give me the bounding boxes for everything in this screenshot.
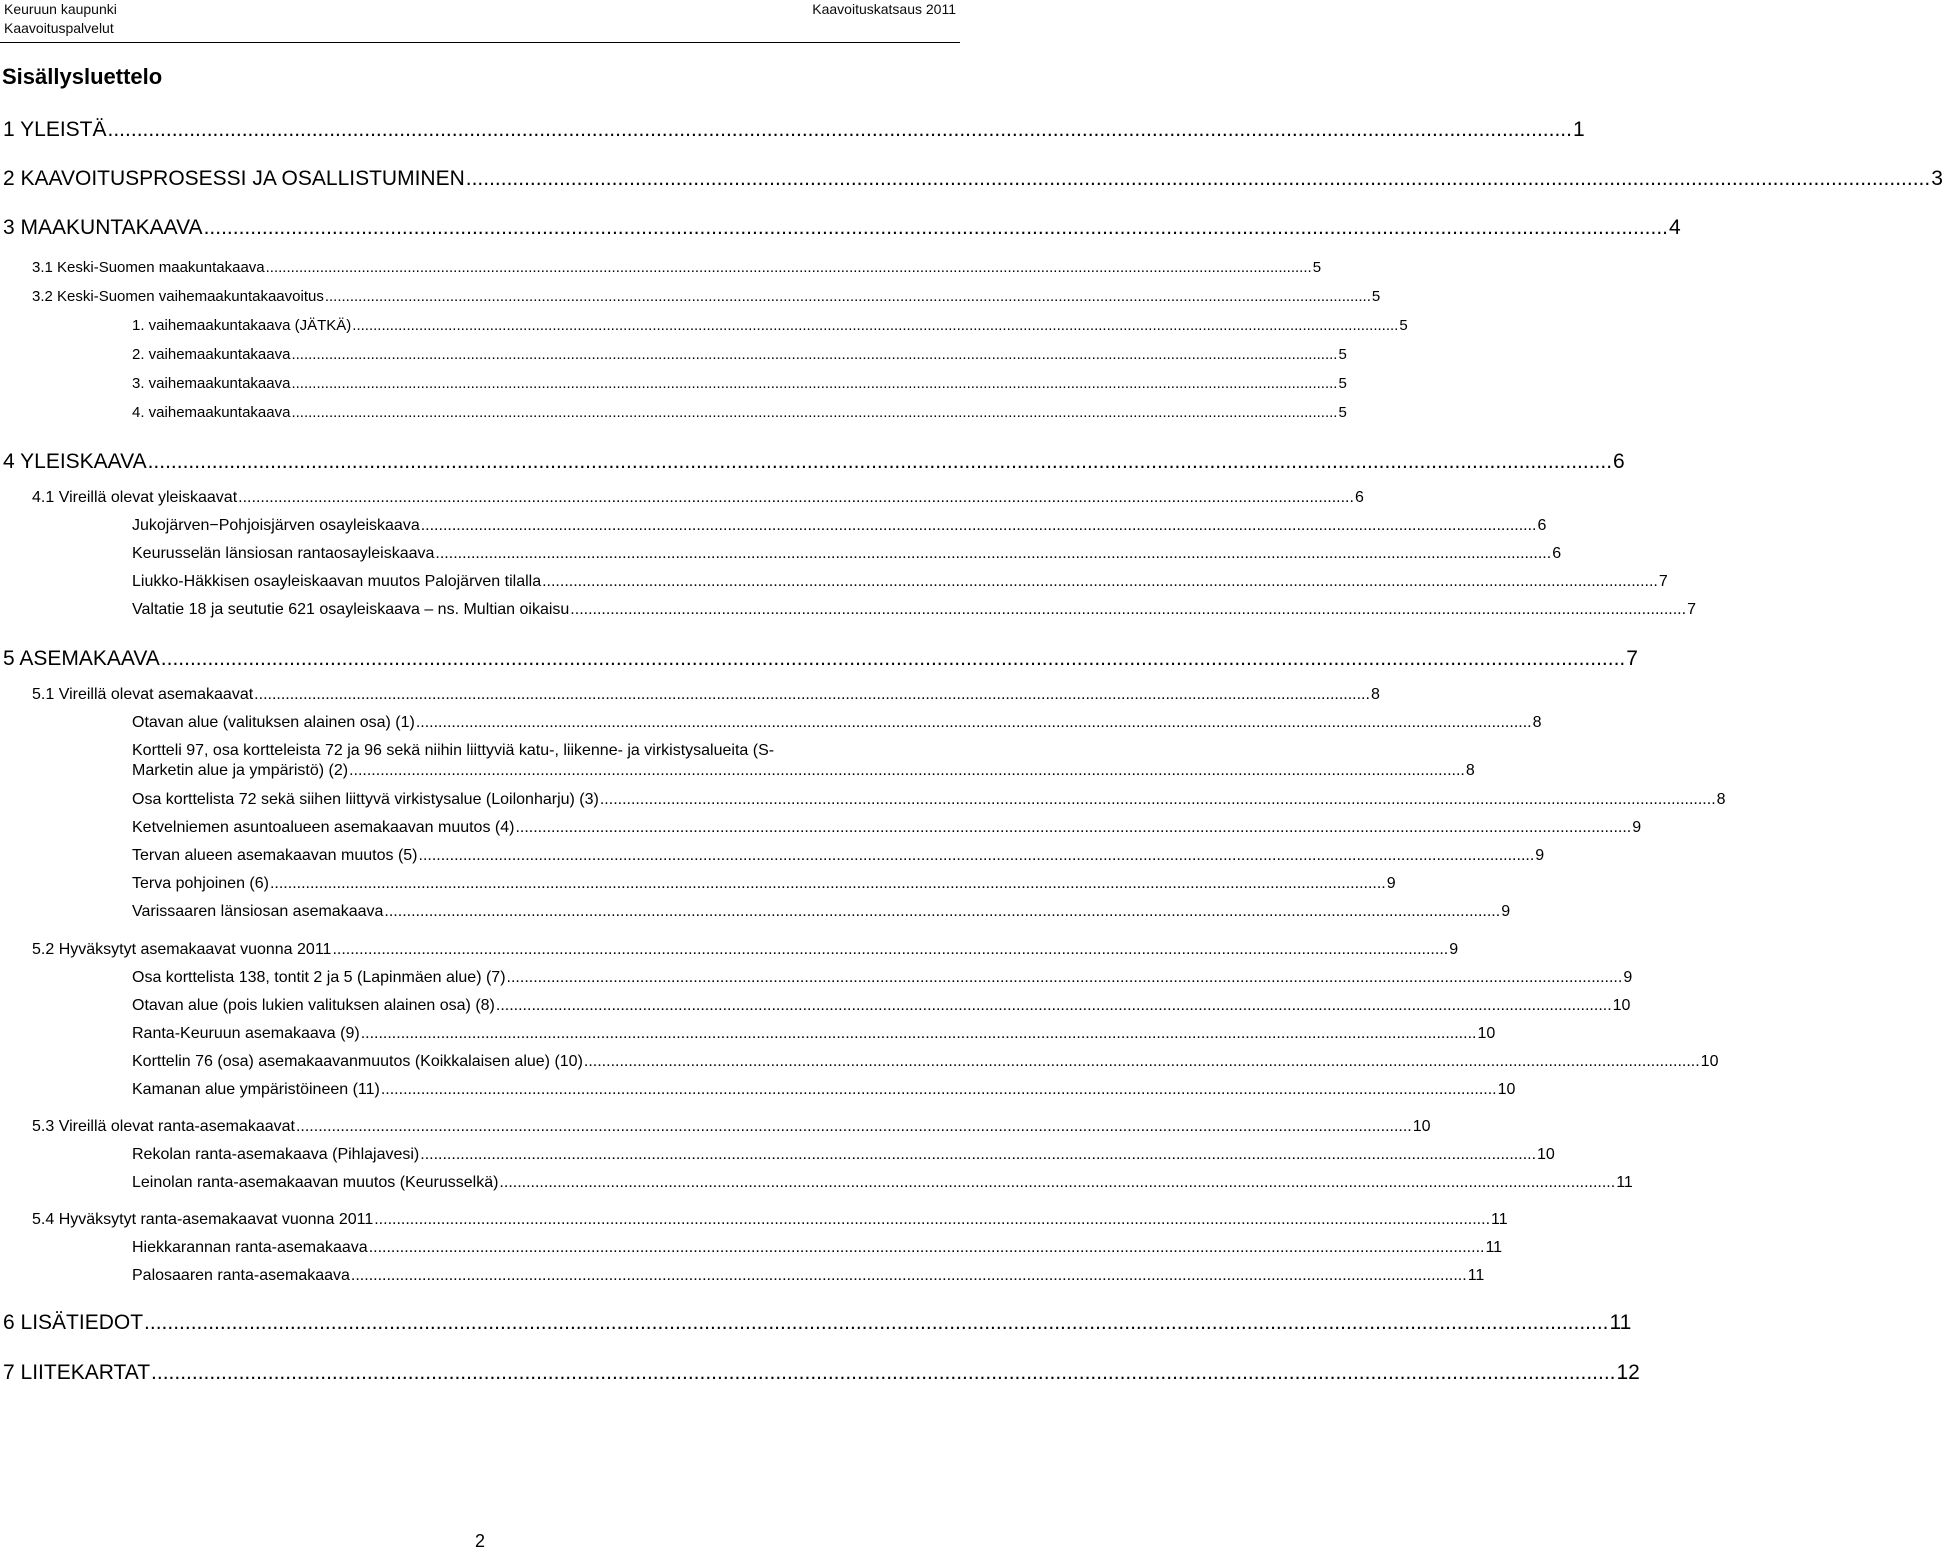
toc-leader-dots: ...........................................................................................................................................................................................................................................................: [352, 317, 1399, 334]
toc-title: Sisällysluettelo: [2, 64, 163, 89]
toc-page-number: 6: [1354, 489, 1364, 506]
toc-page-number: 8: [1465, 762, 1475, 779]
toc-entry-text: Jukojärven−Pohjoisjärven osayleiskaava: [132, 517, 420, 534]
toc-page-number: 12: [1616, 1361, 1640, 1384]
toc-leader-dots: ...........................................................................................................................................................................................................................................................: [291, 375, 1338, 392]
toc-entry-text: Marketin alue ja ympäristö) (2): [132, 762, 349, 779]
toc-page-number: 3: [1931, 167, 1943, 190]
toc-leader-dots: ...........................................................................................................................................................................................................................................................: [332, 941, 1449, 958]
toc-entry[interactable]: [132, 1080, 1516, 1100]
toc-entry-text: 7 LIITEKARTAT: [3, 1361, 151, 1384]
toc-entry-text: Leinolan ranta-asemakaavan muutos (Keurusselkä): [132, 1174, 499, 1191]
toc-entry[interactable]: [32, 1117, 1431, 1137]
toc-leader-dots: ...........................................................................................................................................................................................................................................................: [515, 819, 1632, 836]
toc-leader-dots: ...........................................................................................................................................................................................................................................................: [203, 216, 1669, 239]
toc-entry[interactable]: [132, 1238, 1503, 1258]
toc-entry-text: Otavan alue (pois lukien valituksen alainen osa) (8): [132, 997, 495, 1014]
toc-page-number: 5: [1338, 375, 1347, 392]
toc-entry[interactable]: [132, 996, 1631, 1016]
toc-entry-text: 5 ASEMAKAAVA: [3, 647, 160, 670]
toc-entry[interactable]: [132, 600, 1696, 620]
header-report-title: Kaavoituskatsaus 2011: [812, 1, 956, 17]
toc-leader-dots: ...........................................................................................................................................................................................................................................................: [151, 1361, 1616, 1384]
toc-entry-text: 3. vaihemaakuntakaava: [132, 375, 291, 392]
toc-page-number: 10: [1477, 1025, 1496, 1042]
toc-entry-text: Korttelin 76 (osa) asemakaavanmuutos (Koikkalaisen alue) (10): [132, 1053, 583, 1070]
toc-leader-dots: ...........................................................................................................................................................................................................................................................: [269, 875, 1386, 892]
toc-entry-text: 3 MAAKUNTAKAAVA: [3, 216, 203, 239]
toc-page-number: 9: [1386, 875, 1396, 892]
toc-page-number: 9: [1449, 941, 1459, 958]
toc-entry-text-line1: Kortteli 97, osa kortteleista 72 ja 96 sekä niihin liittyviä katu-, liikenne- ja virkistysalueita (S-: [132, 742, 775, 759]
toc-entry[interactable]: [132, 874, 1396, 894]
toc-leader-dots: ...........................................................................................................................................................................................................................................................: [465, 167, 1931, 190]
toc-page-number: 10: [1412, 1118, 1431, 1135]
toc-entry[interactable]: [32, 287, 1381, 307]
toc-leader-dots: ...........................................................................................................................................................................................................................................................: [374, 1211, 1491, 1228]
toc-entry-text: 4.1 Vireillä olevat yleiskaavat: [32, 489, 238, 506]
toc-entry-text: Hiekkarannan ranta-asemakaava: [132, 1239, 368, 1256]
toc-page-number: 8: [1532, 714, 1542, 731]
toc-leader-dots: ...........................................................................................................................................................................................................................................................: [147, 450, 1613, 473]
toc-entry-text: 5.3 Vireillä olevat ranta-asemakaavat: [32, 1118, 295, 1135]
toc-entry[interactable]: [132, 790, 1726, 810]
toc-leader-dots: ...........................................................................................................................................................................................................................................................: [420, 1146, 1537, 1163]
toc-leader-dots: ...........................................................................................................................................................................................................................................................: [107, 118, 1572, 141]
toc-entry[interactable]: [132, 1052, 1719, 1072]
toc-entry[interactable]: [3, 166, 1943, 192]
toc-entry[interactable]: [32, 258, 1322, 278]
toc-entry[interactable]: [132, 345, 1347, 365]
toc-leader-dots: ...........................................................................................................................................................................................................................................................: [295, 1118, 1412, 1135]
toc-entry-text: Osa korttelista 138, tontit 2 ja 5 (Lapinmäen alue) (7): [132, 969, 506, 986]
toc-leader-dots: ...........................................................................................................................................................................................................................................................: [418, 847, 1535, 864]
toc-page-number: 10: [1537, 1146, 1555, 1163]
toc-entry[interactable]: [3, 215, 1681, 241]
toc-page-number: 9: [1501, 903, 1511, 920]
toc-entry-text: Varissaaren länsiosan asemakaava: [132, 903, 384, 920]
toc-leader-dots: ...........................................................................................................................................................................................................................................................: [291, 404, 1338, 421]
toc-page-number: 5: [1312, 259, 1322, 276]
toc-entry-wrapped[interactable]: [132, 741, 1475, 781]
toc-entry[interactable]: [132, 374, 1347, 394]
toc-page-number: 11: [1485, 1239, 1503, 1256]
toc-leader-dots: ...........................................................................................................................................................................................................................................................: [506, 969, 1623, 986]
toc-entry-text: 1 YLEISTÄ: [3, 118, 107, 141]
toc-entry-text: Liukko-Häkkisen osayleiskaavan muutos Palojärven tilalla: [132, 573, 542, 590]
toc-entry[interactable]: [132, 544, 1562, 564]
toc-leader-dots: ...........................................................................................................................................................................................................................................................: [542, 573, 1658, 590]
toc-leader-dots: ...........................................................................................................................................................................................................................................................: [265, 259, 1312, 276]
header-left: [4, 0, 117, 38]
header-divider: [0, 42, 960, 43]
toc-leader-dots: ...........................................................................................................................................................................................................................................................: [360, 1025, 1477, 1042]
toc-entry[interactable]: [132, 1266, 1485, 1286]
toc-page-number: 9: [1535, 847, 1545, 864]
toc-page-number: 10: [1612, 997, 1631, 1014]
toc-entry[interactable]: [132, 1173, 1633, 1193]
toc-entry-text: 1. vaihemaakuntakaava (JÄTKÄ): [132, 317, 352, 334]
toc-entry[interactable]: [132, 1145, 1555, 1165]
toc-leader-dots: ...........................................................................................................................................................................................................................................................: [254, 686, 1370, 703]
toc-entry[interactable]: [32, 1210, 1508, 1230]
toc-leader-dots: ...........................................................................................................................................................................................................................................................: [415, 714, 1532, 731]
toc-entry[interactable]: [132, 572, 1668, 592]
toc-entry[interactable]: [132, 1024, 1496, 1044]
toc-leader-dots: ...........................................................................................................................................................................................................................................................: [368, 1239, 1485, 1256]
toc-leader-dots: ...........................................................................................................................................................................................................................................................: [160, 647, 1626, 670]
toc-leader-dots: ...........................................................................................................................................................................................................................................................: [435, 545, 1552, 562]
header-dept: Kaavoituspalvelut: [4, 20, 114, 36]
toc-page-number: 11: [1609, 1311, 1632, 1334]
toc-entry-text: 2. vaihemaakuntakaava: [132, 346, 291, 363]
toc-entry-text: 3.1 Keski-Suomen maakuntakaava: [32, 259, 265, 276]
toc-entry-text: Osa korttelista 72 sekä siihen liittyvä virkistysalue (Loilonharju) (3): [132, 791, 599, 808]
toc-page-number: 5: [1338, 346, 1347, 363]
toc-entry-text: 3.2 Keski-Suomen vaihemaakuntakaavoitus: [32, 288, 324, 305]
toc-entry-text: 4 YLEISKAAVA: [3, 450, 147, 473]
toc-entry[interactable]: [3, 1360, 1640, 1386]
toc-leader-dots: ...........................................................................................................................................................................................................................................................: [495, 997, 1612, 1014]
toc-entry[interactable]: [132, 902, 1511, 922]
toc-page-number: 10: [1497, 1081, 1516, 1098]
toc-leader-dots: ...........................................................................................................................................................................................................................................................: [144, 1311, 1609, 1334]
page-number: 2: [474, 1531, 485, 1551]
toc-entry[interactable]: [132, 846, 1545, 866]
toc-entry-text: 5.4 Hyväksytyt ranta-asemakaavat vuonna 2011: [32, 1211, 374, 1228]
toc-entry-text: Ketvelniemen asuntoalueen asemakaavan muutos (4): [132, 819, 515, 836]
toc-entry[interactable]: [132, 516, 1547, 536]
toc-page-number: 11: [1616, 1174, 1633, 1191]
toc-entry-text: 5.2 Hyväksytyt asemakaavat vuonna 2011: [32, 941, 332, 958]
toc-page-number: 4: [1669, 216, 1681, 239]
toc-entry-text: Rekolan ranta-asemakaava (Pihlajavesi): [132, 1146, 420, 1163]
toc-entry[interactable]: [32, 488, 1364, 508]
toc-entry[interactable]: [32, 940, 1459, 960]
toc-page-number: 6: [1537, 517, 1547, 534]
toc-entry-text: Terva pohjoinen (6): [132, 875, 269, 892]
toc-page-number: 11: [1491, 1211, 1508, 1228]
toc-page-number: 5: [1338, 404, 1347, 421]
toc-leader-dots: ...........................................................................................................................................................................................................................................................: [291, 346, 1338, 363]
toc-entry-text: 5.1 Vireillä olevat asemakaavat: [32, 686, 254, 703]
toc-page-number: 1: [1572, 118, 1585, 141]
toc-entry-text: Keurusselän länsiosan rantaosayleiskaava: [132, 545, 435, 562]
toc-leader-dots: ...........................................................................................................................................................................................................................................................: [349, 762, 1465, 779]
toc-page-number: 11: [1467, 1267, 1485, 1284]
toc-entry[interactable]: [32, 685, 1380, 705]
toc-page-number: 8: [1716, 791, 1726, 808]
toc-entry[interactable]: [3, 449, 1625, 475]
toc-page-number: 7: [1687, 601, 1696, 618]
toc-entry[interactable]: [132, 968, 1633, 988]
toc-entry[interactable]: [3, 646, 1638, 672]
toc-entry-text: Otavan alue (valituksen alainen osa) (1): [132, 714, 415, 731]
toc-leader-dots: ...........................................................................................................................................................................................................................................................: [570, 601, 1687, 618]
toc-leader-dots: ...........................................................................................................................................................................................................................................................: [380, 1081, 1497, 1098]
toc-entry[interactable]: [132, 713, 1542, 733]
toc-page-number: 5: [1399, 317, 1408, 334]
toc-entry-text: Palosaaren ranta-asemakaava: [132, 1267, 350, 1284]
toc-page-number: 10: [1700, 1053, 1719, 1070]
header-org: Keuruun kaupunki: [4, 1, 117, 17]
toc-entry-text: 6 LISÄTIEDOT: [3, 1311, 144, 1334]
toc-leader-dots: ...........................................................................................................................................................................................................................................................: [350, 1267, 1467, 1284]
toc-entry[interactable]: [3, 117, 1585, 143]
toc-leader-dots: ...........................................................................................................................................................................................................................................................: [384, 903, 1501, 920]
toc-page-number: 6: [1552, 545, 1562, 562]
toc-entry[interactable]: [132, 316, 1408, 336]
toc-entry-text: Valtatie 18 ja seututie 621 osayleiskaava – ns. Multian oikaisu: [132, 601, 570, 618]
toc-page-number: 7: [1658, 573, 1668, 590]
toc-entry-text: Ranta-Keuruun asemakaava (9): [132, 1025, 360, 1042]
toc-leader-dots: ...........................................................................................................................................................................................................................................................: [324, 288, 1371, 305]
toc-leader-dots: ...........................................................................................................................................................................................................................................................: [499, 1174, 1616, 1191]
toc-entry-text: 2 KAAVOITUSPROSESSI JA OSALLISTUMINEN: [3, 167, 465, 190]
toc-page-number: 7: [1626, 647, 1638, 670]
toc-page-number: 9: [1623, 969, 1633, 986]
toc-entry[interactable]: [3, 1310, 1632, 1336]
toc-page-number: 9: [1632, 819, 1642, 836]
toc-entry[interactable]: [132, 403, 1347, 423]
toc-leader-dots: ...........................................................................................................................................................................................................................................................: [599, 791, 1716, 808]
toc-entry-text: Tervan alueen asemakaavan muutos (5): [132, 847, 418, 864]
toc-leader-dots: ...........................................................................................................................................................................................................................................................: [583, 1053, 1700, 1070]
toc-page-number: 8: [1370, 686, 1380, 703]
toc-page-number: 6: [1613, 450, 1625, 473]
toc-page-number: 5: [1371, 288, 1381, 305]
toc-entry[interactable]: [132, 818, 1642, 838]
toc-leader-dots: ...........................................................................................................................................................................................................................................................: [238, 489, 1354, 506]
toc-entry-text: Kamanan alue ympäristöineen (11): [132, 1081, 380, 1098]
toc-leader-dots: ...........................................................................................................................................................................................................................................................: [420, 517, 1537, 534]
toc-entry-text: 4. vaihemaakuntakaava: [132, 404, 291, 421]
